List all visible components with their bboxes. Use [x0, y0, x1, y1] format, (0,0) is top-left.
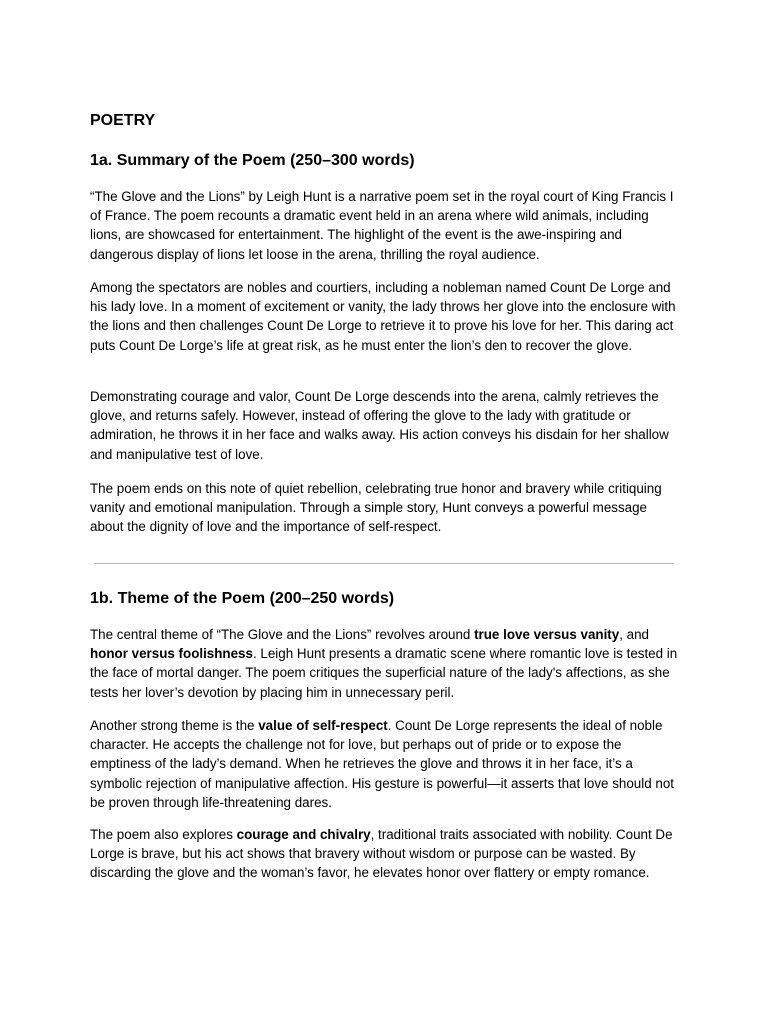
theme-p2-text-c: . Count De Lorge represents the ideal of noble character. He accepts the challenge not for love, but perhaps out of pride or to expose the emptiness of the lady’s demand. When he retrieves the glove and throws it in her face, it’s a symbolic rejection of manipulative affection. His gesture is powerful—it asserts that love should not be proven through life-threatening dares. — [90, 718, 675, 810]
section-divider — [94, 563, 674, 564]
theme-p1-bold-honor: honor versus foolishness — [90, 646, 253, 662]
theme-p1-bold-true-love: true love versus vanity — [474, 627, 620, 642]
theme-paragraph-1 — [90, 625, 682, 702]
theme-paragraph-2 — [90, 716, 682, 812]
theme-p1-text-a: The central theme of “The Glove and the Lions” revolves around — [90, 627, 475, 642]
theme-p3-bold-courage: courage and chivalry — [236, 827, 371, 842]
section-heading-summary: 1a. Summary of the Poem (250–300 words) — [90, 152, 415, 169]
section-heading-theme: 1b. Theme of the Poem (200–250 words) — [90, 590, 395, 607]
document-title: POETRY — [90, 112, 156, 129]
summary-paragraph-4: The poem ends on this note of quiet rebellion, celebrating true honor and bravery while critiquing vanity and emotional manipulation. Through a simple story, Hunt conveys a powerful message about the dignity of love and the importance of self-respect. — [90, 481, 662, 535]
theme-p1-text-c: , and — [619, 627, 650, 642]
theme-p2-bold-self-respect: value of self-respect — [258, 718, 388, 733]
summary-paragraph-2: Among the spectators are nobles and courtiers, including a nobleman named Count De Lorge and his lady love. In a moment of excitement or vanity, the lady throws her glove into the enclosure with the lions and then challenges Count De Lorge to retrieve it to prove his love for her. This daring act puts Count De Lorge’s life at great risk, as he must enter the lion’s den to recover the glove. — [90, 280, 676, 353]
theme-p3-text-c: , traditional traits associated with nobility. Count De Lorge is brave, but his act shows that bravery without wisdom or purpose can be wasted. By discarding the glove and the woman’s favor, he elevates honor over flattery or empty romance. — [90, 827, 673, 881]
theme-p1-text-e: . Leigh Hunt presents a dramatic scene where romantic love is tested in the face of mortal danger. The poem critiques the superficial nature of the lady's affections, as she tests her lover’s devotion by placing him in unnecessary peril. — [90, 646, 678, 700]
summary-paragraph-1: “The Glove and the Lions” by Leigh Hunt is a narrative poem set in the royal court of King Francis I of France. The poem recounts a dramatic event held in an arena where wild animals, including lions, are showcased for entertainment. The highlight of the event is the awe-inspiring and dangerous display of lions let loose in the arena, thrilling the royal audience. — [90, 189, 674, 262]
summary-paragraph-3: Demonstrating courage and valor, Count De Lorge descends into the arena, calmly retrieves the glove, and returns safely. However, instead of offering the glove to the lady with gratitude or admiration, he throws it in her face and walks away. His action conveys his disdain for her shallow and manipulative test of love. — [90, 389, 669, 462]
theme-p2-text-a: Another strong theme is the — [90, 718, 259, 733]
theme-p3-text-a: The poem also explores — [90, 827, 237, 842]
theme-paragraph-3 — [90, 825, 682, 883]
